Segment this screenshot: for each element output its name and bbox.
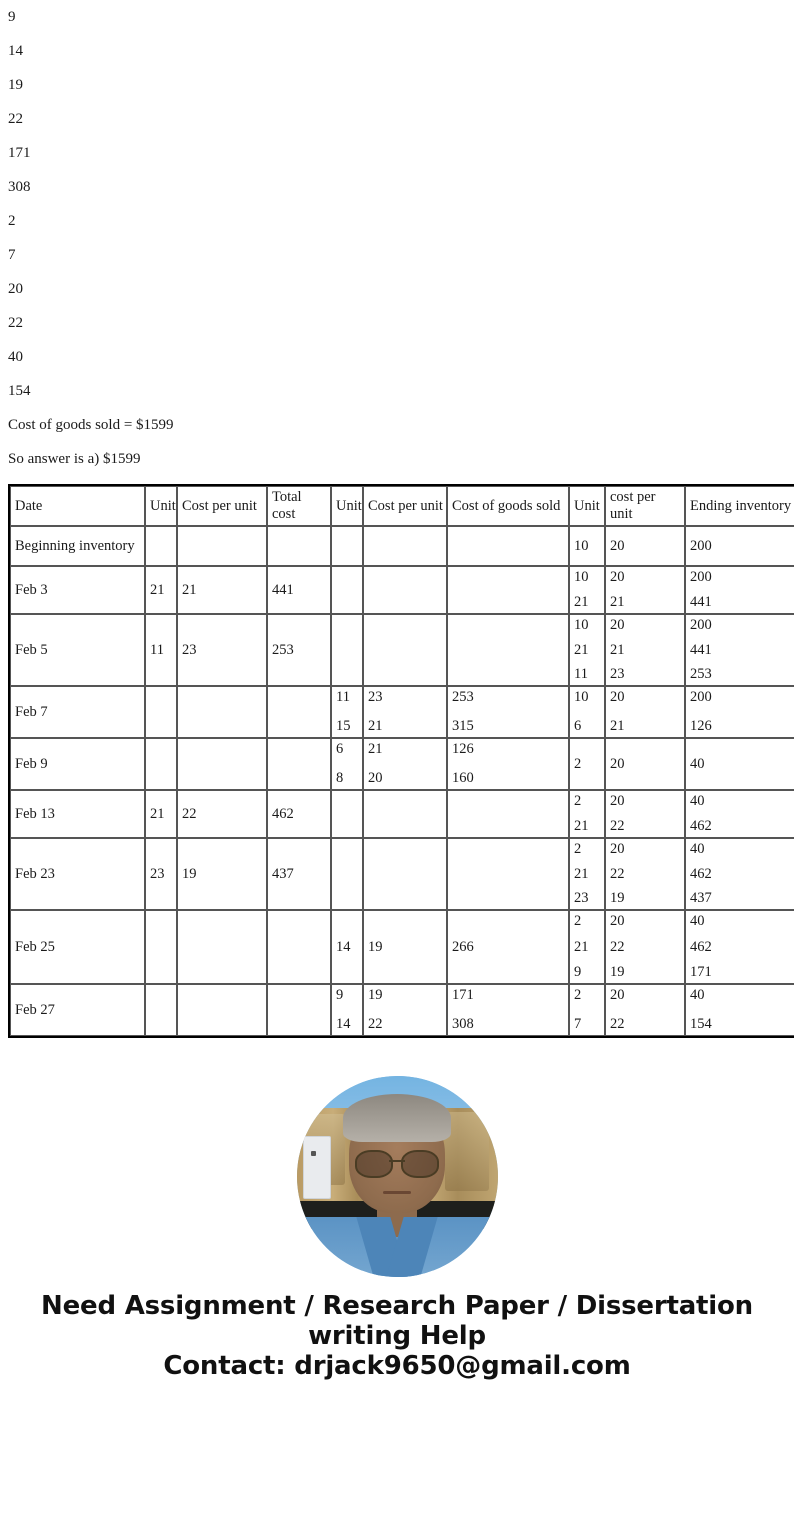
- cell-value: 40: [690, 987, 705, 1003]
- cell-value: 22: [610, 938, 625, 955]
- cell-value-stack: [610, 617, 681, 683]
- cell-purchases-total-cost: [267, 686, 331, 738]
- numeric-line: 14: [8, 42, 23, 59]
- cell-value-stack: [150, 793, 173, 835]
- cell-value: 23: [150, 865, 165, 882]
- numeric-line: 19: [8, 76, 23, 93]
- cell-value-stack: [574, 987, 601, 1033]
- numeric-line: 2: [8, 212, 16, 229]
- cell-ending-cost-per-unit: [605, 566, 685, 614]
- cell-value-stack: [610, 913, 681, 981]
- cell-value-stack: [182, 841, 263, 907]
- cell-cogs-cost-per-unit: [363, 790, 447, 838]
- statement-list: [0, 408, 794, 476]
- header-ending-inventory: Ending inventory: [685, 486, 794, 526]
- cell-purchases-unit: [145, 790, 177, 838]
- cell-value: 21: [574, 594, 589, 610]
- cell-value: 160: [452, 770, 474, 786]
- cell-purchases-unit: [145, 526, 177, 566]
- cell-value: 8: [336, 770, 344, 786]
- cell-cogs-cost-per-unit: [363, 526, 447, 566]
- header-purchases-cost-per-unit: Cost per unit: [177, 486, 267, 526]
- cell-value: 22: [368, 1016, 383, 1032]
- cell-cost-of-goods-sold: [447, 526, 569, 566]
- cell-value: 19: [368, 987, 383, 1003]
- header-cogs-cost-per-unit: Cost per unit: [363, 486, 447, 526]
- cell-value-stack: [574, 913, 601, 981]
- cell-value-stack: [690, 689, 794, 735]
- cell-ending-unit: [569, 526, 605, 566]
- cell-cogs-unit: [331, 614, 363, 686]
- cell-value-stack: [690, 617, 794, 683]
- inventory-table-wrapper: [0, 476, 794, 1038]
- table-row: [10, 984, 794, 1036]
- cell-value-stack: [574, 569, 601, 611]
- cell-value-stack: [272, 617, 327, 683]
- cell-value: 6: [574, 718, 582, 734]
- cell-value: 40: [690, 841, 705, 857]
- numeric-line: 9: [8, 8, 16, 25]
- cell-value-stack: [368, 689, 443, 735]
- cell-cogs-unit: [331, 790, 363, 838]
- cell-value: 23: [574, 890, 589, 906]
- cell-value: 2: [574, 841, 582, 857]
- cell-value: 20: [610, 569, 625, 585]
- cell-value: 23: [610, 666, 625, 682]
- cell-purchases-unit: [145, 686, 177, 738]
- cell-ending-unit: [569, 566, 605, 614]
- cell-value-stack: [610, 793, 681, 835]
- cell-value: 21: [368, 718, 383, 734]
- cell-ending-inventory: [685, 838, 794, 910]
- cell-ending-cost-per-unit: [605, 614, 685, 686]
- cell-ending-cost-per-unit: [605, 984, 685, 1036]
- avatar-mouth: [383, 1191, 411, 1194]
- cell-date: Feb 5: [10, 614, 145, 686]
- cell-value-stack: [610, 741, 681, 787]
- perpetual-inventory-table: [8, 484, 794, 1038]
- promo-line-3: Contact: drjack9650@gmail.com: [163, 1351, 631, 1381]
- cell-value-stack: [182, 569, 263, 611]
- cell-cogs-cost-per-unit: [363, 838, 447, 910]
- cell-cogs-cost-per-unit: [363, 614, 447, 686]
- cell-value-stack: [610, 987, 681, 1033]
- cell-value-stack: [150, 841, 173, 907]
- avatar-eyeglass-bridge: [389, 1160, 405, 1162]
- cell-value-stack: [452, 741, 565, 787]
- cell-cost-of-goods-sold: [447, 686, 569, 738]
- cell-purchases-total-cost: [267, 526, 331, 566]
- cell-value: 6: [336, 741, 344, 757]
- cell-value: 22: [610, 865, 625, 882]
- numeric-line: 171: [8, 144, 31, 161]
- cell-date: Feb 25: [10, 910, 145, 984]
- cell-cost-of-goods-sold: [447, 614, 569, 686]
- table-row: [10, 686, 794, 738]
- cell-date: Feb 27: [10, 984, 145, 1036]
- cell-value: 22: [182, 805, 197, 822]
- promo-line-1: Need Assignment / Research Paper / Dissertation: [41, 1291, 753, 1321]
- cell-ending-cost-per-unit: [605, 738, 685, 790]
- header-cost-of-goods-sold: Cost of goods sold: [447, 486, 569, 526]
- cell-purchases-cost-per-unit: [177, 838, 267, 910]
- cell-value: 21: [574, 865, 589, 882]
- cell-purchases-cost-per-unit: [177, 526, 267, 566]
- header-cogs-unit: Unit: [331, 486, 363, 526]
- cell-date: Feb 23: [10, 838, 145, 910]
- cell-value: 7: [574, 1016, 582, 1032]
- cell-value: 2: [574, 793, 582, 809]
- numeric-line: 20: [8, 280, 23, 297]
- cell-value: 11: [150, 641, 164, 658]
- cell-value: 2: [574, 913, 582, 929]
- cell-value-stack: [336, 741, 359, 787]
- cell-value-stack: [610, 689, 681, 735]
- cell-ending-inventory: [685, 614, 794, 686]
- cell-cogs-unit: [331, 686, 363, 738]
- cell-purchases-unit: [145, 738, 177, 790]
- cell-cogs-cost-per-unit: [363, 686, 447, 738]
- cell-purchases-cost-per-unit: [177, 686, 267, 738]
- cell-ending-inventory: [685, 566, 794, 614]
- cell-value-stack: [690, 741, 794, 787]
- cell-date: Feb 9: [10, 738, 145, 790]
- cell-value-stack: [690, 913, 794, 981]
- cell-value: 9: [336, 987, 344, 1003]
- cell-value: 15: [336, 718, 351, 734]
- numeric-line: 22: [8, 110, 23, 127]
- cell-value: 21: [150, 805, 165, 822]
- cell-value: 20: [610, 987, 625, 1003]
- cell-ending-cost-per-unit: [605, 838, 685, 910]
- cell-ending-unit: [569, 838, 605, 910]
- statement-paragraph: Cost of goods sold = $1599: [8, 416, 174, 433]
- cell-value: 11: [574, 666, 588, 682]
- table-row: [10, 790, 794, 838]
- cell-value-stack: [182, 617, 263, 683]
- numeric-line: 308: [8, 178, 31, 195]
- cell-date: Feb 3: [10, 566, 145, 614]
- cell-value: 20: [610, 617, 625, 633]
- avatar-eyeglass-right: [401, 1150, 439, 1178]
- table-row: [10, 614, 794, 686]
- cell-cost-of-goods-sold: [447, 910, 569, 984]
- cell-value-stack: [690, 841, 794, 907]
- cell-cogs-unit: [331, 566, 363, 614]
- cell-value: 10: [574, 689, 589, 705]
- cell-value: 19: [368, 938, 383, 955]
- cell-purchases-unit: [145, 838, 177, 910]
- cell-value: 19: [610, 964, 625, 980]
- cell-cost-of-goods-sold: [447, 790, 569, 838]
- cell-value: 266: [452, 938, 474, 955]
- cell-value: 21: [574, 641, 589, 658]
- cell-purchases-total-cost: [267, 614, 331, 686]
- cell-purchases-cost-per-unit: [177, 738, 267, 790]
- cell-value-stack: [368, 913, 443, 981]
- header-date: Date: [10, 486, 145, 526]
- cell-value: 20: [610, 841, 625, 857]
- cell-value: 20: [610, 913, 625, 929]
- numeric-line: 7: [8, 246, 16, 263]
- cell-purchases-unit: [145, 614, 177, 686]
- table-header: [10, 486, 794, 526]
- cell-value: 20: [610, 793, 625, 809]
- cell-ending-cost-per-unit: [605, 526, 685, 566]
- cell-value-stack: [690, 529, 794, 563]
- cell-ending-cost-per-unit: [605, 910, 685, 984]
- cell-value: 20: [610, 689, 625, 705]
- cell-ending-unit: [569, 738, 605, 790]
- cell-value: 21: [610, 718, 625, 734]
- cell-purchases-unit: [145, 984, 177, 1036]
- cell-value: 20: [610, 755, 625, 772]
- cell-ending-inventory: [685, 738, 794, 790]
- cell-value: 2: [574, 755, 582, 772]
- cell-ending-inventory: [685, 686, 794, 738]
- cell-purchases-total-cost: [267, 984, 331, 1036]
- cell-purchases-total-cost: [267, 738, 331, 790]
- cell-value-stack: [452, 689, 565, 735]
- cell-cost-of-goods-sold: [447, 566, 569, 614]
- cell-ending-cost-per-unit: [605, 686, 685, 738]
- table-row: [10, 566, 794, 614]
- numeric-line: 22: [8, 314, 23, 331]
- cell-value: 40: [690, 755, 705, 772]
- cell-purchases-total-cost: [267, 838, 331, 910]
- cell-value: 21: [368, 741, 383, 757]
- numeric-line: 154: [8, 382, 31, 399]
- header-row: [10, 486, 794, 526]
- cell-ending-unit: [569, 686, 605, 738]
- header-purchases-unit: Unit: [145, 486, 177, 526]
- cell-cogs-unit: [331, 738, 363, 790]
- cell-ending-inventory: [685, 790, 794, 838]
- cell-value: 441: [690, 594, 712, 610]
- cell-purchases-cost-per-unit: [177, 614, 267, 686]
- cell-value: 200: [690, 537, 712, 554]
- cell-cost-of-goods-sold: [447, 838, 569, 910]
- header-purchases-total-cost: Total cost: [267, 486, 331, 526]
- cell-purchases-unit: [145, 566, 177, 614]
- table-row: [10, 526, 794, 566]
- cell-value: 10: [574, 569, 589, 585]
- cell-value-stack: [610, 841, 681, 907]
- cell-purchases-cost-per-unit: [177, 566, 267, 614]
- cell-value-stack: [272, 841, 327, 907]
- table-row: [10, 910, 794, 984]
- cell-value: 22: [610, 1016, 625, 1032]
- cell-value: 462: [690, 865, 712, 882]
- cell-value: 308: [452, 1016, 474, 1032]
- cell-value: 23: [182, 641, 197, 658]
- cell-purchases-cost-per-unit: [177, 984, 267, 1036]
- cell-value: 126: [452, 741, 474, 757]
- cell-value-stack: [574, 529, 601, 563]
- avatar-switchboard: [303, 1136, 331, 1198]
- cell-value-stack: [574, 841, 601, 907]
- cell-value: 462: [272, 805, 294, 822]
- cell-purchases-total-cost: [267, 910, 331, 984]
- cell-value: 14: [336, 1016, 351, 1032]
- cell-value: 40: [690, 793, 705, 809]
- table-row: [10, 838, 794, 910]
- cell-value: 19: [610, 890, 625, 906]
- promo-footer: [0, 1291, 794, 1401]
- cell-value: 171: [452, 987, 474, 1003]
- cell-value-stack: [452, 913, 565, 981]
- cell-value-stack: [150, 569, 173, 611]
- cell-value: 14: [336, 938, 351, 955]
- cell-value: 253: [272, 641, 294, 658]
- header-ending-cost-per-unit: cost per unit: [605, 486, 685, 526]
- cell-cogs-unit: [331, 526, 363, 566]
- cell-value: 21: [574, 938, 589, 955]
- cell-value: 462: [690, 938, 712, 955]
- header-ending-unit: Unit: [569, 486, 605, 526]
- cell-value-stack: [336, 987, 359, 1033]
- cell-ending-cost-per-unit: [605, 790, 685, 838]
- cell-purchases-total-cost: [267, 566, 331, 614]
- cell-cogs-cost-per-unit: [363, 984, 447, 1036]
- promo-line-2: writing Help: [308, 1321, 486, 1351]
- cell-value: 154: [690, 1016, 712, 1032]
- cell-ending-unit: [569, 614, 605, 686]
- cell-value: 200: [690, 569, 712, 585]
- cell-value-stack: [610, 569, 681, 611]
- cell-value: 200: [690, 617, 712, 633]
- cell-value: 21: [574, 818, 589, 834]
- cell-ending-unit: [569, 910, 605, 984]
- cell-purchases-unit: [145, 910, 177, 984]
- cell-cogs-cost-per-unit: [363, 738, 447, 790]
- cell-cogs-unit: [331, 910, 363, 984]
- cell-value: 40: [690, 913, 705, 929]
- avatar-hair: [343, 1094, 452, 1142]
- cell-value: 437: [272, 865, 294, 882]
- cell-value: 2: [574, 987, 582, 1003]
- table-row: [10, 738, 794, 790]
- cell-value: 21: [150, 581, 165, 598]
- avatar-block: [0, 1038, 794, 1291]
- cell-value-stack: [574, 793, 601, 835]
- cell-value: 253: [690, 666, 712, 682]
- cell-value-stack: [182, 793, 263, 835]
- cell-value-stack: [272, 569, 327, 611]
- cell-value-stack: [690, 987, 794, 1033]
- cell-ending-unit: [569, 790, 605, 838]
- cell-value-stack: [574, 689, 601, 735]
- cell-purchases-cost-per-unit: [177, 910, 267, 984]
- cell-value: 200: [690, 689, 712, 705]
- cell-ending-unit: [569, 984, 605, 1036]
- cell-cost-of-goods-sold: [447, 738, 569, 790]
- cell-value: 20: [368, 770, 383, 786]
- statement-paragraph: So answer is a) $1599: [8, 450, 141, 467]
- cell-value-stack: [690, 569, 794, 611]
- cell-value: 315: [452, 718, 474, 734]
- cell-value-stack: [610, 529, 681, 563]
- cell-value-stack: [336, 913, 359, 981]
- cell-value-stack: [368, 987, 443, 1033]
- cell-cogs-unit: [331, 838, 363, 910]
- cell-value-stack: [272, 793, 327, 835]
- cell-value: 19: [182, 865, 197, 882]
- cell-date: Feb 7: [10, 686, 145, 738]
- cell-date: Feb 13: [10, 790, 145, 838]
- cell-value: 253: [452, 689, 474, 705]
- cell-value: 23: [368, 689, 383, 705]
- cell-cogs-cost-per-unit: [363, 910, 447, 984]
- cell-value: 462: [690, 818, 712, 834]
- cell-value-stack: [150, 617, 173, 683]
- cell-value: 126: [690, 718, 712, 734]
- cell-cost-of-goods-sold: [447, 984, 569, 1036]
- cell-value: 441: [690, 641, 712, 658]
- cell-value-stack: [574, 617, 601, 683]
- cell-value: 9: [574, 964, 582, 980]
- cell-value-stack: [452, 987, 565, 1033]
- numeric-list: [0, 0, 794, 408]
- cell-value-stack: [368, 741, 443, 787]
- numeric-line: 40: [8, 348, 23, 365]
- cell-ending-inventory: [685, 910, 794, 984]
- cell-value: 171: [690, 964, 712, 980]
- cell-value: 437: [690, 890, 712, 906]
- cell-date: Beginning inventory: [10, 526, 145, 566]
- cell-cogs-cost-per-unit: [363, 566, 447, 614]
- cell-value: 21: [610, 641, 625, 658]
- cell-cogs-unit: [331, 984, 363, 1036]
- cell-value: 10: [574, 537, 589, 554]
- cell-value: 21: [182, 581, 197, 598]
- cell-purchases-total-cost: [267, 790, 331, 838]
- cell-value: 11: [336, 689, 350, 705]
- cell-value: 22: [610, 818, 625, 834]
- cell-ending-inventory: [685, 526, 794, 566]
- cell-value: 21: [610, 594, 625, 610]
- cell-value-stack: [690, 793, 794, 835]
- cell-value-stack: [336, 689, 359, 735]
- cell-value-stack: [574, 741, 601, 787]
- avatar-eyeglass-left: [355, 1150, 393, 1178]
- cell-value: 10: [574, 617, 589, 633]
- table-body: [10, 526, 794, 1036]
- cell-ending-inventory: [685, 984, 794, 1036]
- cell-value: 441: [272, 581, 294, 598]
- cell-purchases-cost-per-unit: [177, 790, 267, 838]
- cell-value: 20: [610, 537, 625, 554]
- avatar: [297, 1076, 498, 1277]
